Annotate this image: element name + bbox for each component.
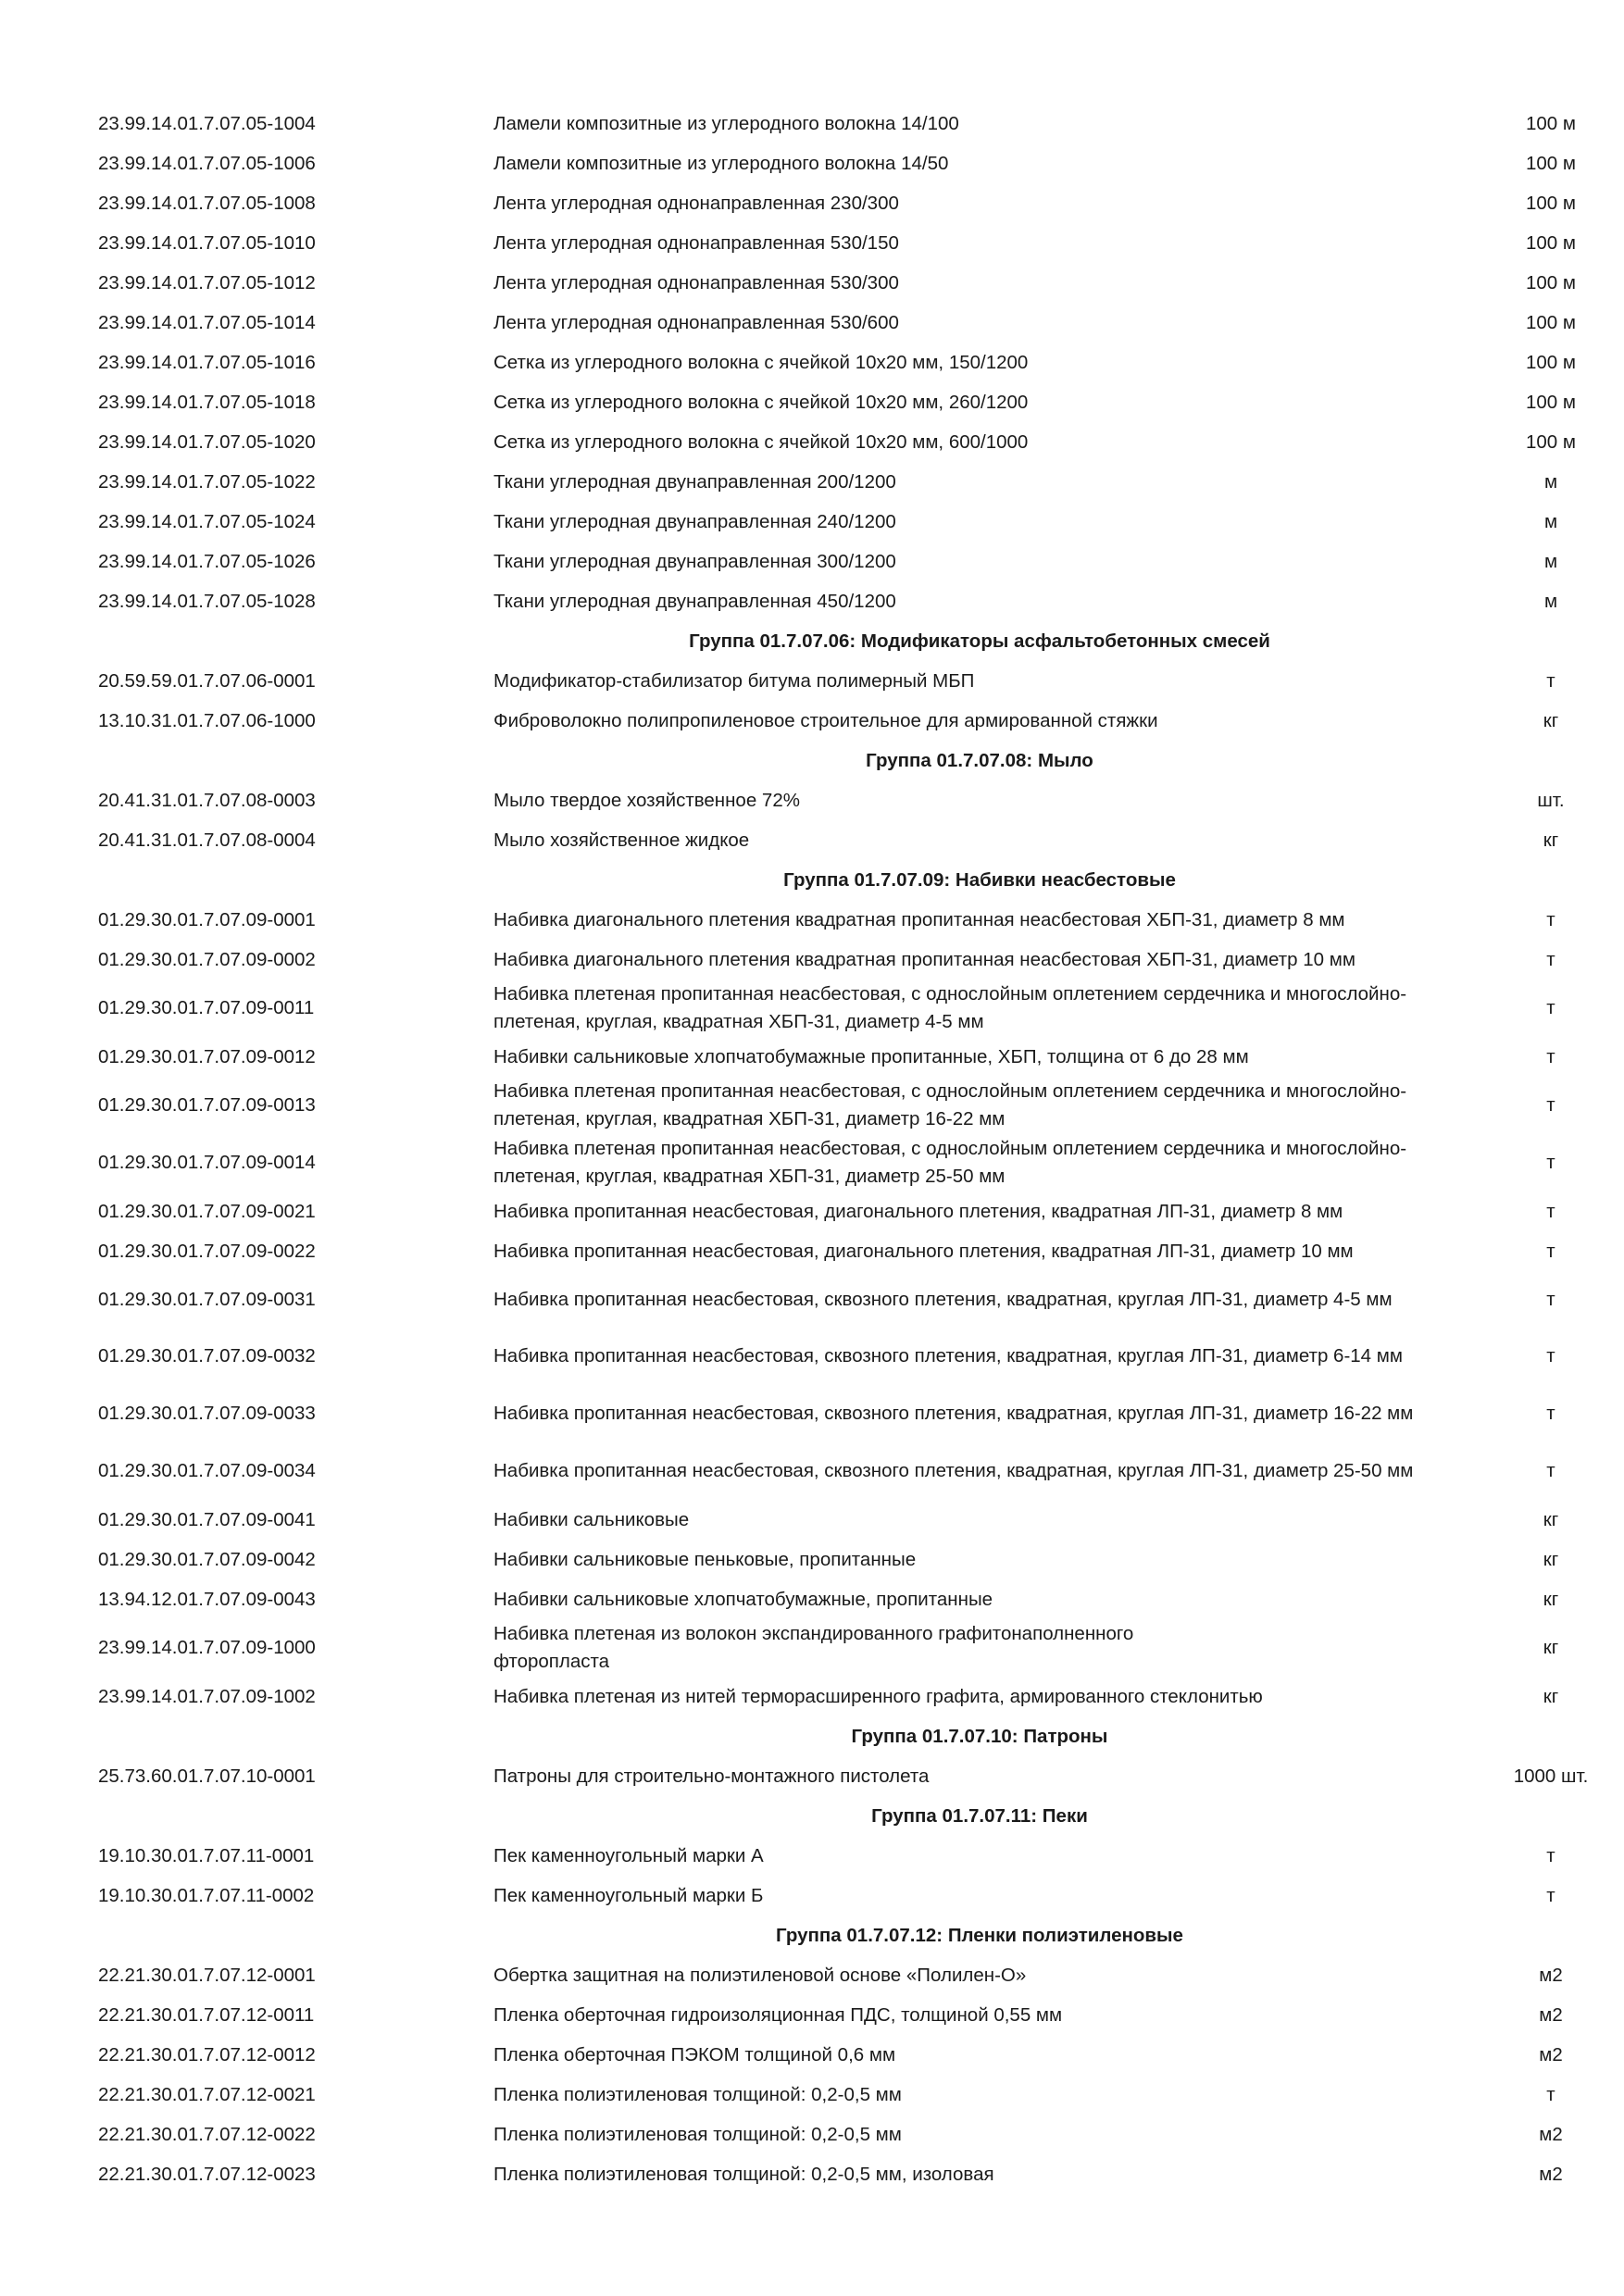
resource-code: 23.99.14.01.7.07.05-1010 [98, 231, 316, 254]
resource-name: Набивка плетеная пропитанная неасбестовая, с однослойным оплетением сердечника и многослойно-плетеная, круглая, квадратная ХБП-31, диаметр 25-50 мм [493, 1138, 1407, 1187]
resource-code: 22.21.30.01.7.07.12-0023 [98, 2163, 316, 2185]
group-title: Группа 01.7.07.08: Мыло [866, 749, 1093, 771]
group-heading-row [0, 621, 1624, 661]
resource-name: Набивка плетеная пропитанная неасбестовая, с однослойным оплетением сердечника и многослойно-плетеная, круглая, квадратная ХБП-31, диаметр 16-22 мм [493, 1080, 1407, 1129]
table-row [0, 1037, 1624, 1077]
table-row [0, 820, 1624, 860]
unit-of-measure: т [1546, 1288, 1555, 1310]
resource-code: 23.99.14.01.7.07.05-1016 [98, 351, 316, 373]
unit-of-measure: т [1546, 1200, 1555, 1222]
unit-of-measure: кг [1543, 1508, 1559, 1530]
unit-of-measure: м [1543, 470, 1558, 493]
resource-code: 22.21.30.01.7.07.12-0012 [98, 2043, 316, 2065]
resource-code: 01.29.30.01.7.07.09-0032 [98, 1345, 316, 1366]
unit-of-measure: 1000 шт. [1513, 1765, 1589, 1787]
resource-code: 23.99.14.01.7.07.05-1012 [98, 271, 316, 293]
unit-of-measure: м2 [1539, 2043, 1563, 2065]
table-row [0, 940, 1624, 980]
resource-name: Лента углеродная однонаправленная 530/600 [493, 311, 899, 333]
table-row [0, 1231, 1624, 1271]
unit-of-measure: т [1546, 1844, 1555, 1866]
resource-code: 23.99.14.01.7.07.05-1020 [98, 430, 316, 453]
resource-name: Набивки сальниковые пеньковые, пропитанные [493, 1548, 917, 1570]
group-title: Группа 01.7.07.09: Набивки неасбестовые [783, 868, 1176, 891]
group-heading-row [0, 860, 1624, 900]
table-row [0, 1540, 1624, 1579]
resource-code: 23.99.14.01.7.07.05-1008 [98, 192, 316, 214]
table-row [0, 1995, 1624, 2035]
unit-of-measure: 100 м [1526, 271, 1576, 293]
resource-name: Лента углеродная однонаправленная 530/300 [493, 271, 899, 293]
resource-code: 01.29.30.01.7.07.09-0013 [98, 1094, 316, 1116]
resource-code: 01.29.30.01.7.07.09-0034 [98, 1460, 316, 1481]
unit-of-measure: 100 м [1526, 192, 1576, 214]
unit-of-measure: т [1546, 908, 1555, 930]
unit-of-measure: м2 [1539, 1964, 1563, 1986]
table-row [0, 780, 1624, 820]
resource-name: Сетка из углеродного волокна с ячейкой 10х20 мм, 600/1000 [493, 430, 1029, 453]
resource-name: Набивка диагонального плетения квадратная пропитанная неасбестовая ХБП-31, диаметр 10 мм [493, 948, 1355, 970]
resource-name: Набивка пропитанная неасбестовая, сквозного плетения, квадратная, круглая ЛП-31, диаметр 4-5 мм [493, 1288, 1393, 1310]
resource-code: 13.10.31.01.7.07.06-1000 [98, 709, 316, 731]
unit-of-measure: шт. [1537, 789, 1565, 811]
unit-of-measure: кг [1543, 709, 1559, 731]
resource-name: Пек каменноугольный марки А [493, 1844, 764, 1866]
table-row [0, 1876, 1624, 1915]
table-row [0, 1500, 1624, 1540]
resource-code: 22.21.30.01.7.07.12-0022 [98, 2123, 316, 2145]
table-row [0, 104, 1624, 144]
group-heading-row [0, 741, 1624, 780]
table-row [0, 1836, 1624, 1876]
resource-name: Набивки сальниковые хлопчатобумажные пропитанные, ХБП, толщина от 6 до 28 мм [493, 1045, 1249, 1067]
resource-code: 20.41.31.01.7.07.08-0003 [98, 789, 316, 811]
resource-name: Набивка пропитанная неасбестовая, сквозного плетения, квадратная, круглая ЛП-31, диаметр 6-14 мм [493, 1345, 1403, 1366]
resource-name: Сетка из углеродного волокна с ячейкой 10х20 мм, 260/1200 [493, 391, 1029, 413]
resource-code: 23.99.14.01.7.07.05-1028 [98, 590, 316, 612]
resource-name: Ткани углеродная двунаправленная 240/1200 [493, 510, 896, 532]
unit-of-measure: 100 м [1526, 231, 1576, 254]
table-row [0, 980, 1624, 1037]
resource-code: 01.29.30.01.7.07.09-0001 [98, 908, 316, 930]
resource-code: 23.99.14.01.7.07.05-1022 [98, 470, 316, 493]
resource-name: Пленка оберточная гидроизоляционная ПДС, толщиной 0,55 мм [493, 2003, 1063, 2026]
unit-of-measure: кг [1543, 1637, 1559, 1658]
resource-name: Лента углеродная однонаправленная 530/150 [493, 231, 899, 254]
resource-code: 23.99.14.01.7.07.05-1004 [98, 112, 316, 134]
unit-of-measure: 100 м [1526, 311, 1576, 333]
resource-name: Пленка полиэтиленовая толщиной: 0,2-0,5 мм [493, 2123, 902, 2145]
resource-code: 22.21.30.01.7.07.12-0001 [98, 1964, 316, 1986]
unit-of-measure: т [1546, 1460, 1555, 1481]
resource-name: Набивка плетеная пропитанная неасбестовая, с однослойным оплетением сердечника и многослойно-плетеная, круглая, квадратная ХБП-31, диаметр 4-5 мм [493, 983, 1407, 1032]
resource-name: Ламели композитные из углеродного волокна 14/50 [493, 152, 949, 174]
resource-name: Сетка из углеродного волокна с ячейкой 10х20 мм, 150/1200 [493, 351, 1029, 373]
unit-of-measure: 100 м [1526, 430, 1576, 453]
table-row [0, 1271, 1624, 1328]
resource-name: Мыло твердое хозяйственное 72% [493, 789, 800, 811]
table-row [0, 502, 1624, 542]
unit-of-measure: т [1546, 1403, 1555, 1424]
unit-of-measure: 100 м [1526, 351, 1576, 373]
table-row [0, 2035, 1624, 2075]
resource-code: 20.41.31.01.7.07.08-0004 [98, 829, 316, 851]
table-row [0, 2115, 1624, 2154]
table-row [0, 183, 1624, 223]
unit-of-measure: кг [1543, 1685, 1559, 1707]
unit-of-measure: т [1546, 997, 1555, 1018]
unit-of-measure: т [1546, 1884, 1555, 1906]
resource-name: Набивка пропитанная неасбестовая, диагонального плетения, квадратная ЛП-31, диаметр 10 мм [493, 1240, 1354, 1262]
resource-code: 23.99.14.01.7.07.05-1026 [98, 550, 316, 572]
resource-name: Пленка полиэтиленовая толщиной: 0,2-0,5 мм [493, 2083, 902, 2105]
table-row [0, 2154, 1624, 2194]
resource-name: Набивки сальниковые [493, 1508, 690, 1530]
resource-code: 19.10.30.01.7.07.11-0001 [98, 1844, 315, 1866]
unit-of-measure: м2 [1539, 2163, 1563, 2185]
resource-name: Патроны для строительно-монтажного пистолета [493, 1765, 930, 1787]
table-row [0, 303, 1624, 343]
resource-name: Пек каменноугольный марки Б [493, 1884, 764, 1906]
resource-code: 01.29.30.01.7.07.09-0033 [98, 1403, 316, 1424]
resource-name: Фиброволокно полипропиленовое строительное для армированной стяжки [493, 709, 1158, 731]
group-title: Группа 01.7.07.11: Пеки [871, 1804, 1088, 1827]
table-row [0, 263, 1624, 303]
resource-code: 23.99.14.01.7.07.05-1024 [98, 510, 316, 532]
resource-name: Ткани углеродная двунаправленная 300/1200 [493, 550, 896, 572]
unit-of-measure: кг [1543, 1548, 1559, 1570]
resource-name: Ткани углеродная двунаправленная 450/1200 [493, 590, 896, 612]
group-title: Группа 01.7.07.06: Модификаторы асфальтобетонных смесей [689, 630, 1270, 652]
resource-code: 22.21.30.01.7.07.12-0021 [98, 2083, 316, 2105]
table-row [0, 343, 1624, 382]
resource-code: 01.29.30.01.7.07.09-0014 [98, 1152, 316, 1173]
unit-of-measure: м [1543, 550, 1558, 572]
table-row [0, 1955, 1624, 1995]
resource-code: 23.99.14.01.7.07.09-1002 [98, 1685, 316, 1707]
unit-of-measure: кг [1543, 829, 1559, 851]
resource-code: 23.99.14.01.7.07.09-1000 [98, 1637, 316, 1658]
unit-of-measure: т [1546, 1152, 1555, 1173]
group-title: Группа 01.7.07.10: Патроны [851, 1725, 1108, 1747]
resource-code: 01.29.30.01.7.07.09-0022 [98, 1240, 316, 1262]
resource-name: Модификатор-стабилизатор битума полимерный МБП [493, 669, 975, 692]
resource-name: Набивки сальниковые хлопчатобумажные, пропитанные [493, 1588, 993, 1610]
table-row [0, 1677, 1624, 1716]
table-row [0, 1442, 1624, 1500]
price-table [0, 104, 1624, 2194]
table-row [0, 462, 1624, 502]
resource-name: Набивка плетеная из волокон экспандированного графитонаполненного фторопласта [493, 1623, 1134, 1672]
unit-of-measure: 100 м [1526, 391, 1576, 413]
resource-code: 01.29.30.01.7.07.09-0002 [98, 948, 316, 970]
resource-name: Ламели композитные из углеродного волокна 14/100 [493, 112, 959, 134]
group-heading-row [0, 1915, 1624, 1955]
resource-code: 01.29.30.01.7.07.09-0011 [98, 997, 315, 1018]
resource-code: 20.59.59.01.7.07.06-0001 [98, 669, 316, 692]
unit-of-measure: т [1546, 2083, 1555, 2105]
table-row [0, 1328, 1624, 1385]
unit-of-measure: м2 [1539, 2123, 1563, 2145]
unit-of-measure: т [1546, 1045, 1555, 1067]
resource-code: 01.29.30.01.7.07.09-0012 [98, 1045, 316, 1067]
table-row [0, 1756, 1624, 1796]
unit-of-measure: м [1543, 590, 1558, 612]
table-row [0, 422, 1624, 462]
table-row [0, 1134, 1624, 1192]
table-row [0, 1192, 1624, 1231]
resource-code: 23.99.14.01.7.07.05-1018 [98, 391, 316, 413]
unit-of-measure: 100 м [1526, 112, 1576, 134]
resource-code: 13.94.12.01.7.07.09-0043 [98, 1588, 316, 1610]
table-row [0, 1619, 1624, 1677]
resource-name: Пленка оберточная ПЭКОМ толщиной 0,6 мм [493, 2043, 896, 2065]
table-row [0, 581, 1624, 621]
resource-code: 25.73.60.01.7.07.10-0001 [98, 1765, 316, 1787]
table-row [0, 1385, 1624, 1442]
resource-name: Набивка пропитанная неасбестовая, сквозного плетения, квадратная, круглая ЛП-31, диаметр 25-50 мм [493, 1460, 1414, 1481]
unit-of-measure: т [1546, 669, 1555, 692]
table-row [0, 1077, 1624, 1134]
resource-code: 01.29.30.01.7.07.09-0041 [98, 1508, 316, 1530]
unit-of-measure: м [1543, 510, 1558, 532]
group-title: Группа 01.7.07.12: Пленки полиэтиленовые [776, 1924, 1183, 1946]
resource-code: 01.29.30.01.7.07.09-0021 [98, 1200, 316, 1222]
table-row [0, 1579, 1624, 1619]
resource-code: 22.21.30.01.7.07.12-0011 [98, 2003, 315, 2026]
table-row [0, 223, 1624, 263]
unit-of-measure: т [1546, 1094, 1555, 1116]
resource-name: Набивка пропитанная неасбестовая, сквозного плетения, квадратная, круглая ЛП-31, диаметр 16-22 мм [493, 1403, 1414, 1424]
unit-of-measure: м2 [1539, 2003, 1563, 2026]
group-heading-row [0, 1796, 1624, 1836]
resource-code: 01.29.30.01.7.07.09-0031 [98, 1288, 316, 1310]
table-row [0, 2075, 1624, 2115]
resource-code: 23.99.14.01.7.07.05-1014 [98, 311, 316, 333]
resource-name: Набивка плетеная из нитей терморасширенного графита, армированного стеклонитью [493, 1685, 1263, 1707]
resource-name: Обертка защитная на полиэтиленовой основе «Полилен-О» [493, 1964, 1027, 1986]
table-row [0, 900, 1624, 940]
table-row [0, 144, 1624, 183]
resource-name: Мыло хозяйственное жидкое [493, 829, 750, 851]
resource-name: Лента углеродная однонаправленная 230/300 [493, 192, 899, 214]
table-row [0, 701, 1624, 741]
table-row [0, 382, 1624, 422]
unit-of-measure: кг [1543, 1588, 1559, 1610]
resource-code: 23.99.14.01.7.07.05-1006 [98, 152, 316, 174]
resource-name: Ткани углеродная двунаправленная 200/1200 [493, 470, 896, 493]
unit-of-measure: т [1546, 1345, 1555, 1366]
unit-of-measure: т [1546, 1240, 1555, 1262]
resource-code: 19.10.30.01.7.07.11-0002 [98, 1884, 315, 1906]
resource-name: Набивка пропитанная неасбестовая, диагонального плетения, квадратная ЛП-31, диаметр 8 мм [493, 1200, 1343, 1222]
table-row [0, 661, 1624, 701]
resource-code: 01.29.30.01.7.07.09-0042 [98, 1548, 316, 1570]
table-row [0, 542, 1624, 581]
group-heading-row [0, 1716, 1624, 1756]
resource-name: Пленка полиэтиленовая толщиной: 0,2-0,5 мм, изоловая [493, 2163, 994, 2185]
resource-name: Набивка диагонального плетения квадратная пропитанная неасбестовая ХБП-31, диаметр 8 мм [493, 908, 1345, 930]
unit-of-measure: т [1546, 948, 1555, 970]
unit-of-measure: 100 м [1526, 152, 1576, 174]
